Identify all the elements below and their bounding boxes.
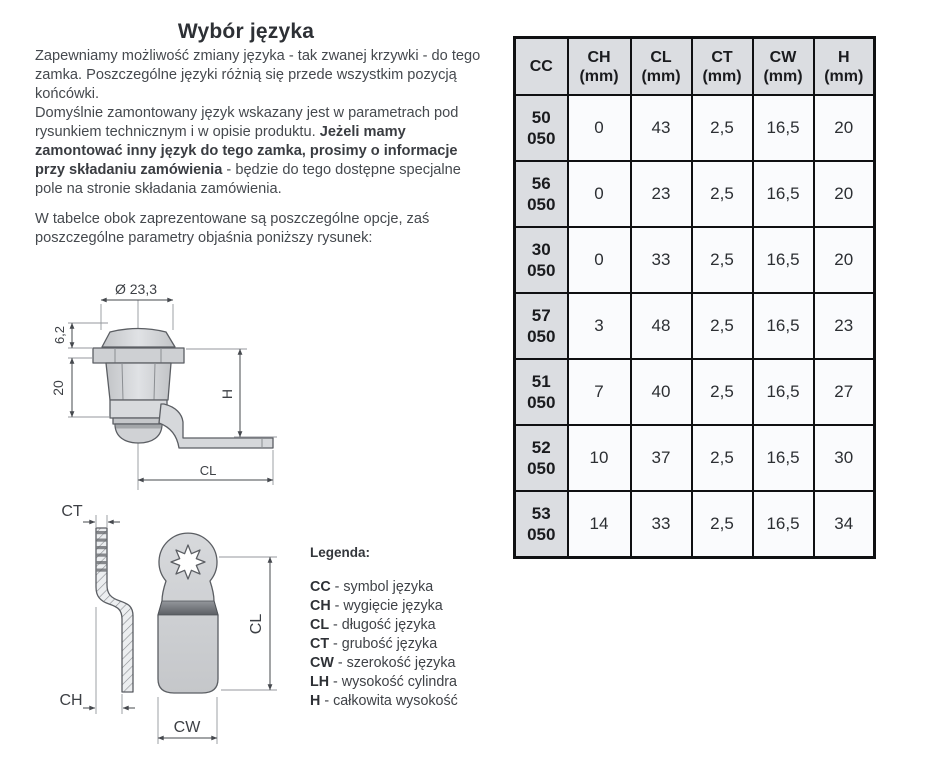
header-ch — [568, 38, 631, 96]
legend-code: CT — [310, 636, 330, 652]
ct-value-cell: 2,5 — [692, 425, 753, 491]
cl-value-cell: 33 — [631, 227, 692, 293]
cam-code-cell — [515, 293, 568, 359]
lock-flange — [113, 418, 164, 424]
cam-length-dimension-label: CL — [199, 463, 217, 478]
legend-title: Legenda: — [310, 545, 371, 560]
intro-text — [35, 47, 483, 248]
header-unit: (mm) — [641, 67, 681, 85]
h-value-cell: 20 — [814, 161, 875, 227]
total-height-dimension-label: H — [219, 388, 235, 400]
cl-value-cell: 48 — [631, 293, 692, 359]
h-value-cell: 30 — [814, 425, 875, 491]
ct-value-cell: 2,5 — [692, 161, 753, 227]
cam-code-top: 30 — [531, 240, 551, 259]
ch-value-cell: 14 — [568, 491, 631, 558]
cw-value-cell: 16,5 — [753, 425, 814, 491]
table-header-row — [515, 38, 875, 96]
header-cw — [753, 38, 814, 96]
legend-text: grubość języka — [341, 636, 438, 652]
header-unit: (mm) — [824, 67, 864, 85]
ct-value-cell: 2,5 — [692, 95, 753, 161]
cam-code-bottom: 050 — [527, 129, 556, 148]
cam-code-cell — [515, 161, 568, 227]
cam-code-cell — [515, 227, 568, 293]
legend — [310, 545, 458, 711]
cam-code-bottom: 050 — [527, 261, 556, 280]
legend-item — [310, 654, 458, 673]
cam-code-top: 57 — [531, 306, 551, 325]
table-row — [515, 95, 875, 161]
ch-value-cell: 10 — [568, 425, 631, 491]
ct-value-cell: 2,5 — [692, 227, 753, 293]
header-code: CW — [769, 48, 797, 66]
legend-separator: - — [337, 655, 343, 671]
header-cc — [515, 38, 568, 96]
cam-code-bottom: 050 — [527, 459, 556, 478]
technical-drawing-cam — [40, 495, 290, 755]
header-unit: (mm) — [702, 67, 742, 85]
cam-code-top: 51 — [531, 372, 551, 391]
legend-code: CC — [310, 579, 331, 595]
legend-item — [310, 635, 458, 654]
lock-body-shape — [93, 329, 273, 449]
star-hole — [171, 545, 205, 579]
cw-value-cell: 16,5 — [753, 227, 814, 293]
cylinder-length-dimension-label: 20 — [50, 380, 66, 396]
cl-value-cell: 33 — [631, 491, 692, 558]
ch-value-cell: 0 — [568, 95, 631, 161]
intro-paragraph-1 — [35, 47, 483, 199]
cl-value-cell: 40 — [631, 359, 692, 425]
ct-value-cell: 2,5 — [692, 359, 753, 425]
intro-p1-line3: - będzie do tego dostępne specjalne pole na stronie składania zamówienia. — [35, 162, 461, 197]
legend-code: LH — [310, 674, 330, 690]
cam-code-cell — [515, 425, 568, 491]
header-code: CT — [711, 48, 733, 66]
legend-text: wysokość cylindra — [341, 674, 458, 690]
ch-value-cell: 3 — [568, 293, 631, 359]
h-value-cell: 20 — [814, 95, 875, 161]
intro-p1-line1: Zapewniamy możliwość zmiany języka - tak zwanej krzywki - do tego zamka. Poszczególne języki różnią się przede wszystkim pozycją końcówki. — [35, 48, 481, 102]
knurl-band — [116, 425, 161, 429]
cam-code-cell — [515, 359, 568, 425]
legend-code: H — [310, 693, 321, 709]
cam-code-bottom: 050 — [527, 195, 556, 214]
legend-separator: - — [334, 579, 340, 595]
cl-value-cell: 43 — [631, 95, 692, 161]
ct-value-cell: 2,5 — [692, 491, 753, 558]
legend-text: wygięcie języka — [343, 598, 443, 614]
legend-text: całkowita wysokość — [333, 693, 458, 709]
header-code: CL — [650, 48, 672, 66]
legend-separator: - — [333, 617, 338, 633]
cam-code-bottom: 050 — [527, 393, 556, 412]
ct-value-cell: 2,5 — [692, 293, 753, 359]
cw-value-cell: 16,5 — [753, 491, 814, 558]
table-row — [515, 491, 875, 558]
table-row — [515, 425, 875, 491]
h-value-cell: 23 — [814, 293, 875, 359]
cam-code-top: 56 — [531, 174, 551, 193]
intro-paragraph-2: W tabelce obok zaprezentowane są poszczególne opcje, zaś poszczególne parametry objaśnia poniższy rysunek: — [35, 211, 430, 246]
cw-value-cell: 16,5 — [753, 161, 814, 227]
cam-length-dimension-label: CL — [248, 613, 265, 635]
technical-drawing-lock — [30, 278, 290, 493]
h-value-cell: 34 — [814, 491, 875, 558]
legend-separator: - — [334, 598, 340, 614]
header-cl — [631, 38, 692, 96]
table-row — [515, 293, 875, 359]
header-unit: (mm) — [763, 67, 803, 85]
legend-item — [310, 673, 458, 692]
legend-item — [310, 597, 458, 616]
cam-bend-dimension-label: CH — [59, 692, 83, 709]
cam-options-table — [513, 36, 876, 559]
lock-head — [102, 329, 175, 348]
cl-value-cell: 37 — [631, 425, 692, 491]
h-value-cell: 20 — [814, 227, 875, 293]
intro-p1-line2: Domyślnie zamontowany język wskazany jest w parametrach pod rysunkiem technicznym i w opisie produktu. — [35, 105, 459, 140]
header-code: CC — [529, 58, 553, 75]
legend-separator: - — [333, 674, 338, 690]
header-code: CH — [587, 48, 611, 66]
cam-side-profile — [96, 528, 133, 692]
header-code: H — [837, 48, 850, 66]
legend-code: CH — [310, 598, 331, 614]
intro-p1-bold: Jeżeli mamy zamontować inny język do tego zamka, prosimy o informacje przy składaniu zamówienia — [35, 124, 458, 178]
cam-code-top: 53 — [531, 504, 551, 523]
cam-thickness-dimension-label: CT — [61, 503, 83, 520]
cam-width-dimension-label: CW — [173, 719, 201, 736]
legend-item — [310, 578, 458, 597]
cam-code-top: 50 — [531, 108, 551, 127]
cam-code-cell — [515, 95, 568, 161]
legend-code: CL — [310, 617, 330, 633]
head-height-dimension-label: 6,2 — [52, 325, 67, 345]
table-row — [515, 359, 875, 425]
cw-value-cell: 16,5 — [753, 293, 814, 359]
ch-value-cell: 7 — [568, 359, 631, 425]
page-title: Wybór języka — [177, 20, 315, 44]
cam-profile-shape — [96, 528, 133, 692]
lock-neck — [110, 400, 167, 418]
table-row — [515, 227, 875, 293]
legend-text: długość języka — [341, 617, 436, 633]
header-h — [814, 38, 875, 96]
cam-arm — [159, 404, 273, 448]
h-value-cell: 27 — [814, 359, 875, 425]
header-ct — [692, 38, 753, 96]
cam-code-cell — [515, 491, 568, 558]
cam-code-bottom: 050 — [527, 327, 556, 346]
ch-value-cell: 0 — [568, 227, 631, 293]
cam-bend-band — [158, 601, 218, 615]
table-row — [515, 161, 875, 227]
legend-code: CW — [310, 655, 334, 671]
legend-text: symbol języka — [343, 579, 434, 595]
cam-code-bottom: 050 — [527, 525, 556, 544]
ch-value-cell: 0 — [568, 161, 631, 227]
cw-value-cell: 16,5 — [753, 359, 814, 425]
legend-item — [310, 692, 458, 711]
cam-front-view — [158, 533, 218, 693]
legend-separator: - — [324, 693, 330, 709]
legend-item — [310, 616, 458, 635]
header-unit: (mm) — [579, 67, 619, 85]
hex-nut — [93, 348, 184, 363]
lock-barrel — [106, 363, 171, 400]
cam-code-top: 52 — [531, 438, 551, 457]
cl-value-cell: 23 — [631, 161, 692, 227]
diameter-dimension-label: Ø 23,3 — [114, 281, 158, 297]
legend-text: szerokość języka — [346, 655, 456, 671]
cw-value-cell: 16,5 — [753, 95, 814, 161]
legend-separator: - — [333, 636, 338, 652]
